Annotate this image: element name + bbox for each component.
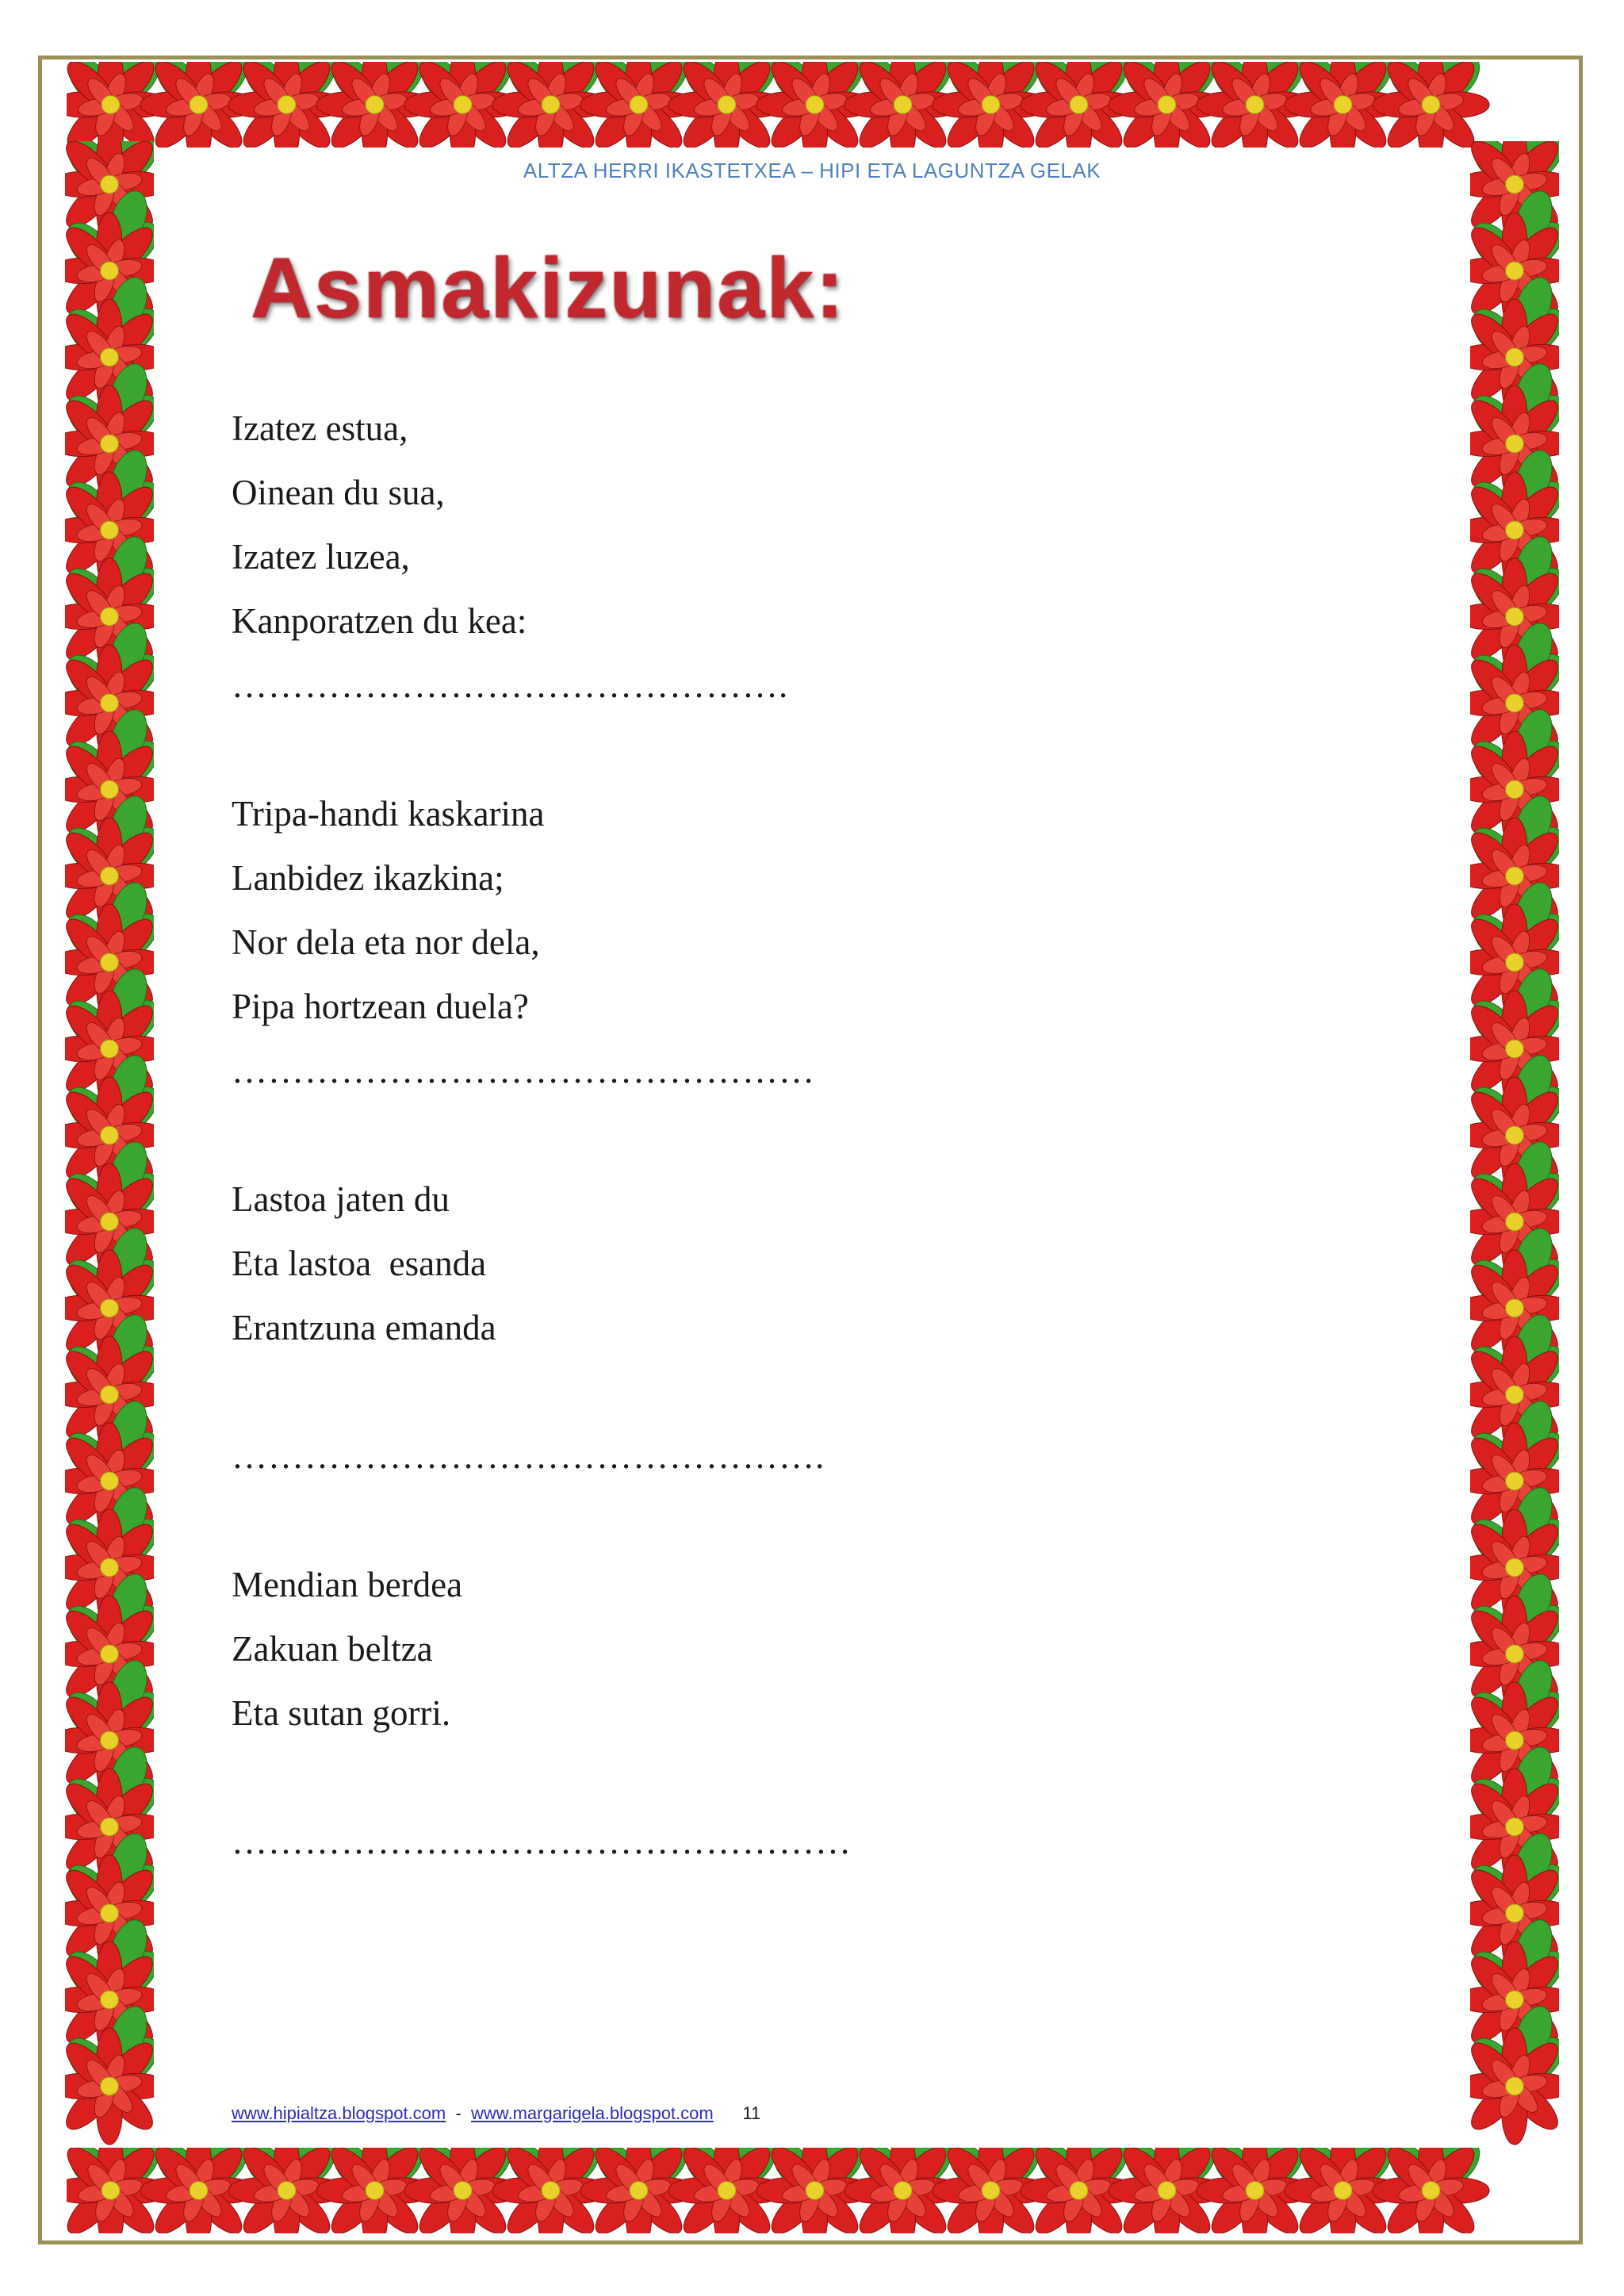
poinsettia-border-bottom bbox=[67, 2148, 1557, 2233]
riddle-line: Nor dela eta nor dela, bbox=[232, 922, 540, 962]
poinsettia-border-left-icon bbox=[65, 141, 154, 2156]
riddle-line: Mendian berdea bbox=[232, 1565, 463, 1604]
riddle-2 bbox=[232, 782, 1342, 1167]
riddle-line: Lanbidez ikazkina; bbox=[232, 858, 504, 898]
footer-link-hipialtza[interactable]: www.hipialtza.blogspot.com bbox=[232, 2103, 446, 2123]
page-footer bbox=[232, 2103, 760, 2124]
riddle-line: Erantzuna emanda bbox=[232, 1308, 496, 1347]
poinsettia-border-right-icon bbox=[1470, 141, 1559, 2156]
answer-blank: …………………………………………. bbox=[232, 1436, 825, 1476]
riddle-line: Izatez estua, bbox=[232, 408, 408, 448]
poinsettia-border-right bbox=[1470, 141, 1559, 2156]
riddle-line: Oinean du sua, bbox=[232, 473, 445, 512]
poinsettia-flower-icon bbox=[1373, 62, 1489, 148]
answer-blank: …………………………………………… bbox=[232, 1822, 852, 1861]
riddle-line: Eta sutan gorri. bbox=[232, 1693, 451, 1733]
poinsettia-border-bottom-icon bbox=[67, 2148, 1557, 2233]
riddle-line: Zakuan beltza bbox=[232, 1629, 433, 1669]
riddle-line: Lastoa jaten du bbox=[232, 1179, 450, 1219]
footer-separator: - bbox=[446, 2103, 472, 2123]
riddle-4 bbox=[232, 1553, 1342, 1874]
answer-blank: ………………………………………. bbox=[232, 665, 789, 705]
riddle-3 bbox=[232, 1167, 1342, 1553]
poinsettia-border-top-icon bbox=[67, 62, 1557, 148]
riddle-line: Kanporatzen du kea: bbox=[232, 601, 527, 641]
poinsettia-border-left bbox=[65, 141, 154, 2156]
riddle-line: Eta lastoa esanda bbox=[232, 1244, 487, 1283]
poinsettia-border-top bbox=[67, 62, 1557, 148]
riddle-list bbox=[232, 397, 1342, 1874]
riddle-line bbox=[232, 1746, 1342, 1810]
page-header: ALTZA HERRI IKASTETXEA – HIPI ETA LAGUNTZA GELAK bbox=[523, 159, 1101, 182]
riddle-line: Tripa-handi kaskarina bbox=[232, 794, 545, 834]
footer-link-margarigela[interactable]: www.margarigela.blogspot.com bbox=[471, 2103, 714, 2123]
page-title: Asmakizunak: bbox=[251, 240, 846, 335]
answer-blank: ………………………………………… bbox=[232, 1051, 815, 1091]
riddle-1 bbox=[232, 397, 1342, 782]
riddle-line bbox=[232, 1360, 1342, 1424]
riddle-line: Izatez luzea, bbox=[232, 537, 410, 577]
riddle-line: Pipa hortzean duela? bbox=[232, 987, 529, 1026]
page-number: 11 bbox=[742, 2103, 761, 2123]
poinsettia-flower-icon bbox=[1373, 2148, 1489, 2233]
